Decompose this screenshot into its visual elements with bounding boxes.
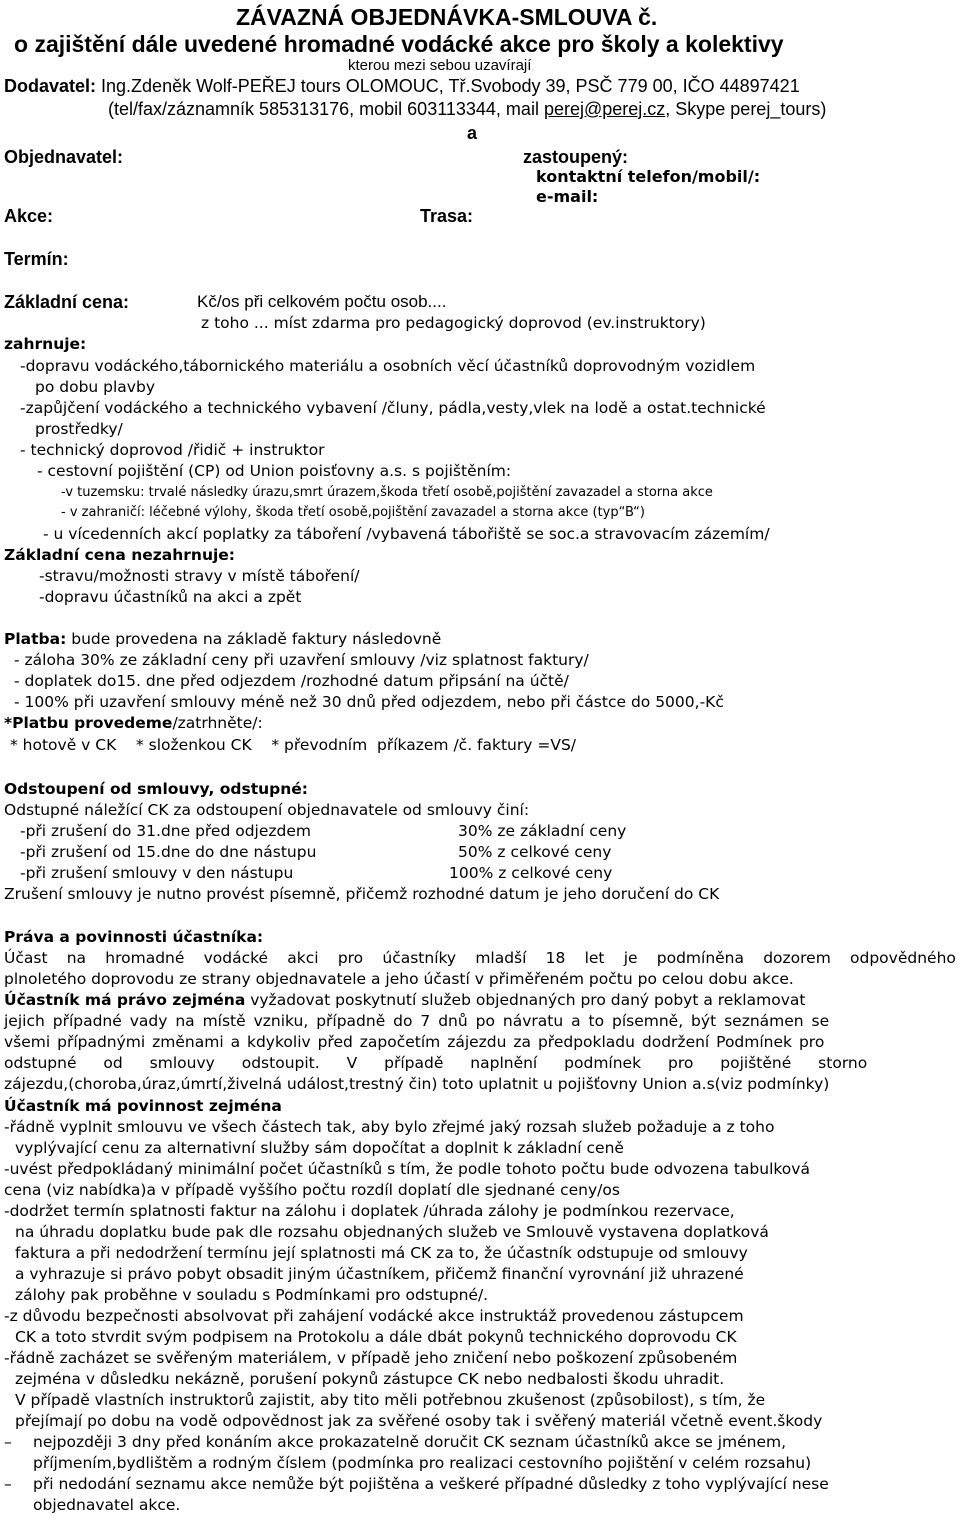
obligation-item: přejímají po dobu na vodě odpovědnost jak za svěřené osoby tak i svěřený materiál včetně event.škody — [15, 1412, 823, 1430]
cancel-note: Zrušení smlouvy je nutno provést písemně, přičemž rozhodné datum je jeho doručení do CK — [4, 885, 720, 903]
free-places-text: z toho ... míst zdarma pro pedagogický doprovod (ev.instruktory) — [201, 314, 706, 332]
right-line — [4, 990, 805, 1010]
payment-item: - doplatek do15. dne před odjezdem /rozhodné datum připsání na účtě/ — [14, 672, 569, 690]
rights-paragraph: jejich případné vady na místě vzniku, případně do 7 dnů po návratu a to písemně, být seznámen se — [4, 1012, 830, 1030]
rights-paragraph: odstupné od smlouvy odstoupit. V případě naplnění podmínek pro pojištěné storno — [4, 1054, 868, 1072]
cancel-fee: 100% z celkové ceny — [449, 864, 613, 882]
payment-item: - 100% při uzavření smlouvy méně než 30 dnů před odjezdem, nebo při částce do 5000,-Kč — [14, 693, 724, 711]
route-label: Trasa: — [420, 206, 474, 226]
parties-intro: kterou mezi sebou uzavírají — [348, 57, 532, 74]
cancel-when: -při zrušení smlouvy v den nástupu — [20, 864, 294, 882]
date-label: Termín: — [4, 249, 69, 269]
obligation-item: -dodržet termín splatnosti faktur na zálohu i doplatek /úhrada zálohy je podmínkou rezervace, — [4, 1202, 735, 1220]
exclude-item: -stravu/možnosti stravy v místě táboření/ — [39, 567, 360, 585]
excludes-label: Základní cena nezahrnuje: — [4, 546, 236, 564]
supplier-label: Dodavatel: — [4, 76, 97, 96]
include-item: po dobu plavby — [35, 378, 155, 396]
client-label: Objednavatel: — [4, 147, 124, 167]
contract-subtitle: o zajištění dále uvedené hromadné vodácké akce pro školy a kolektivy — [14, 31, 784, 57]
rights-paragraph: Účast na hromadné vodácké akci pro účastníky mladší 18 let je podmíněna dozorem odpovědného — [4, 949, 956, 967]
payment-method-label: *Platbu provedeme — [4, 714, 173, 732]
payment-methods[interactable]: * hotově v CK * složenkou CK * převodním příkazem /č. faktury =VS/ — [10, 736, 576, 754]
bullet-dash: – — [4, 1475, 12, 1493]
obligations-heading: Účastník má povinnost zejména — [4, 1097, 282, 1115]
cancel-when: -při zrušení do 31.dne před odjezdem — [20, 822, 312, 840]
base-price-text: Kč/os při celkovém počtu osob.... — [197, 292, 447, 311]
rights-heading: Práva a povinnosti účastníka: — [4, 928, 264, 946]
phone-label: kontaktní telefon/mobil/: — [536, 167, 761, 186]
email-label: e-mail: — [536, 187, 599, 206]
include-item: - cestovní pojištění (CP) od Union poisťovny a.s. s pojištěním: — [37, 462, 512, 480]
and-separator: a — [467, 123, 478, 143]
payment-method-line — [4, 713, 263, 733]
obligation-item: -řádně zacházet se svěřeným materiálem, v případě jeho zničení nebo poškození způsobeném — [4, 1349, 738, 1367]
obligation-bullet: nejpozději 3 dny před konáním akce prokazatelně doručit CK seznam účastníků akce se jménem, — [33, 1433, 787, 1451]
include-item: - u vícedenních akcí poplatky za táboření /vybavená tábořiště se soc.a stravovacím zázemím/ — [43, 525, 770, 543]
supplier-text: Ing.Zdeněk Wolf-PEŘEJ tours OLOMOUC, Tř.Svobody 39, PSČ 779 00, IČO 44897421 — [96, 76, 800, 96]
obligation-item: -uvést předpokládaný minimální počet účastníků s tím, že podle tohoto počtu bude odvozena tabulková — [4, 1160, 810, 1178]
obligation-bullet: při nedodání seznamu akce nemůže být pojištěna a veškeré případné důsledky z toho vyplývající nese — [33, 1475, 829, 1493]
obligation-item: na úhradu doplatku bude pak dle rozsahu objednaných služeb ve Smlouvě vystavena doplatková — [15, 1223, 769, 1241]
exclude-item: -dopravu účastníků na akci a zpět — [39, 588, 302, 606]
payment-item: - záloha 30% ze základní ceny při uzavření smlouvy /viz splatnost faktury/ — [14, 651, 589, 669]
rights-paragraph: zájezdu,(choroba,úraz,úmrtí,živelná událost,trestný čin) toto uplatnit u pojišťovny Union a.s(viz podmínky) — [4, 1075, 830, 1093]
represented-label: zastoupený: — [523, 147, 629, 167]
email-link[interactable]: perej@perej.cz — [543, 99, 666, 119]
obligation-item: cena (viz nabídka)a v případě vyššího počtu rozdíl doplatí dle sjednané ceny/os — [4, 1181, 620, 1199]
insurance-abroad: - v zahraničí: léčebné výlohy, škoda třetí osobě,pojištění zavazadel a storna akce (typ“B“) — [61, 505, 645, 520]
obligation-item: faktura a při nedodržení termínu její splatnosti má CK za to, že účastník odstupuje od smlouvy — [15, 1244, 748, 1262]
rights-bold: Účastník má právo zejména — [4, 991, 246, 1009]
obligation-item: vyplývající cenu za alternativní služby sám dopočítat a doplnit k základní ceně — [15, 1139, 624, 1157]
rights-paragraph: plnoletého doprovodu ze strany objednavatele a jeho účastí v přiměřeném počtu po celou dobu akce. — [4, 970, 794, 988]
obligation-item: zejména v důsledku nekázně, porušení pokynů zástupce CK nebo nedbalosti škodu uhradit. — [15, 1370, 725, 1388]
obligation-item: zálohy pak proběhne v souladu s Podmínkami pro odstupné/. — [15, 1286, 489, 1304]
cancel-intro: Odstupné náležící CK za odstoupení objednavatele od smlouvy činí: — [4, 801, 530, 819]
payment-label: Platba: — [4, 630, 67, 648]
payment-method-hint: /zatrhněte/: — [172, 714, 263, 732]
obligation-bullet: příjmením,bydlištěm a rodným číslem (podmínka pro realizaci cestovního pojištění v celém rozsahu) — [33, 1454, 812, 1472]
supplier-line — [4, 76, 800, 96]
event-label: Akce: — [4, 206, 54, 226]
include-item: -zapůjčení vodáckého a technického vybavení /čluny, pádla,vesty,vlek na lodě a ostat.technické — [20, 399, 766, 417]
rights-paragraph: všemi případnými změnami a kdykoliv před započetím zájezdu za předpokladu dodržení Podmínek pro — [4, 1033, 825, 1051]
payment-line — [4, 629, 441, 649]
cancel-fee: 50% z celkové ceny — [458, 843, 612, 861]
rights-text: vyžadovat poskytnutí služeb objednaných pro daný pobyt a reklamovat — [245, 991, 806, 1009]
obligation-item: a vyhrazuje si právo pobyt obsadit jiným účastníkem, přičemž finanční vyrovnání již uhrazené — [15, 1265, 744, 1283]
include-item: - technický doprovod /řidič + instruktor — [20, 441, 325, 459]
include-item: -dopravu vodáckého,tábornického materiálu a osobních věcí účastníků doprovodným vozidlem — [20, 357, 756, 375]
cancel-fee: 30% ze základní ceny — [458, 822, 627, 840]
cancel-heading: Odstoupení od smlouvy, odstupné: — [4, 780, 308, 798]
contact-text: (tel/fax/záznamník 585313176, mobil 603113344, mail — [108, 99, 544, 119]
obligation-item: CK a toto stvrdit svým podpisem na Protokolu a dále dbát pokynů technického doprovodu CK — [15, 1328, 737, 1346]
includes-label: zahrnuje: — [4, 335, 87, 353]
contact-suffix: , Skype perej_tours) — [665, 99, 827, 119]
obligation-bullet: objednavatel akce. — [33, 1496, 181, 1514]
contract-title: ZÁVAZNÁ OBJEDNÁVKA-SMLOUVA č. — [236, 4, 658, 30]
obligation-item: -řádně vyplnit smlouvu ve všech částech tak, aby bylo zřejmé jaký rozsah služeb požaduje a z toho — [4, 1118, 775, 1136]
insurance-domestic: -v tuzemsku: trvalé následky úrazu,smrt úrazem,škoda třetí osobě,pojištění zavazadel a storna akce — [61, 485, 713, 500]
payment-text: bude provedena na základě faktury následovně — [66, 630, 442, 648]
obligation-item: V případě vlastních instruktorů zajistit, aby tito měli potřebnou zkušenost (způsobilost), s tím, že — [15, 1391, 766, 1409]
cancel-when: -při zrušení od 15.dne do dne nástupu — [20, 843, 317, 861]
base-price-label: Základní cena: — [4, 292, 130, 312]
include-item: prostředky/ — [35, 420, 123, 438]
bullet-dash: – — [4, 1433, 12, 1451]
obligation-item: -z důvodu bezpečnosti absolvovat při zahájení vodácké akce instruktáž provedenou zástupcem — [4, 1307, 744, 1325]
supplier-contact — [108, 99, 826, 119]
